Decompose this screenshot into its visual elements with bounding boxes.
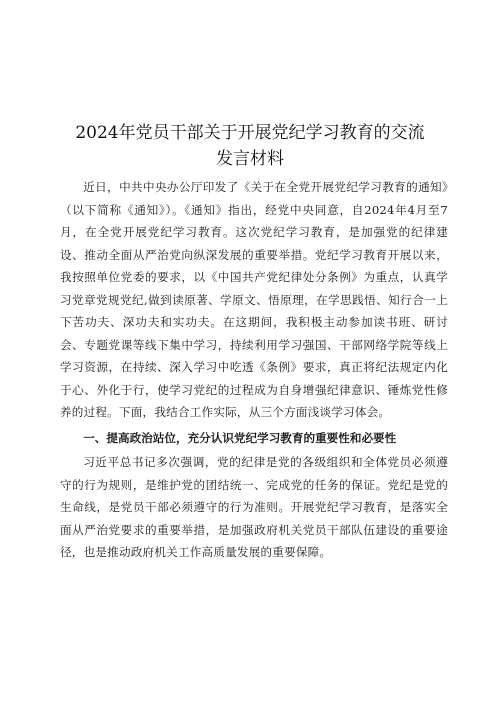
document-title-line2: 发言材料 <box>216 149 284 169</box>
paragraph-section-1: 习近平总书记多次强调，党的纪律是党的各级组织和全体党员必须遵守的行为规则，是维护党的团结统一、完成党的任务的保证。党纪是党的生命线，是党员干部必须遵守的行为准则。开展党纪学习教育，是落实全面从严治党要求的重要举措，是加强政府机关党员干部队伍建设的重要途径，也是推动政府机关工作高质量发展的重要保障。 <box>60 455 448 559</box>
document-title-line1: 2024年党员干部关于开展党纪学习教育的交流 <box>75 123 425 143</box>
section-heading-1: 一、提高政治站位，充分认识党纪学习教育的重要性和必要性 <box>83 431 397 445</box>
paragraph-introduction: 近日，中共中央办公厅印发了《关于在全党开展党纪学习教育的通知》（以下简称《通知》）。《通知》指出，经党中央同意，自2024年4月至7月，在全党开展党纪学习教育。这次党纪学习教育，是加强党的纪律建设、推动全面从严治党向纵深发展的重要举措。党纪学习教育开展以来，我按照单位党委的要求，以《中国共产党纪律处分条例》为重点，认真学习党章党规党纪,做到读原著、学原文、悟原理，在学思践悟、知行合一上下苦功夫、深功夫和实功夫。在这期间，我积极主动参加读书班、研讨会、专题党课等线下集中学习，持续利用学习强国、干部网络学院等线上学习资源，在持续、深入学习中吃透《条例》要求，真正将纪法规定内化于心、外化于行，使学习党纪的过程成为自身增强纪律意识、锤炼党性修养的过程。下面，我结合工作实际，从三个方面浅谈学习体会。 <box>60 180 448 419</box>
